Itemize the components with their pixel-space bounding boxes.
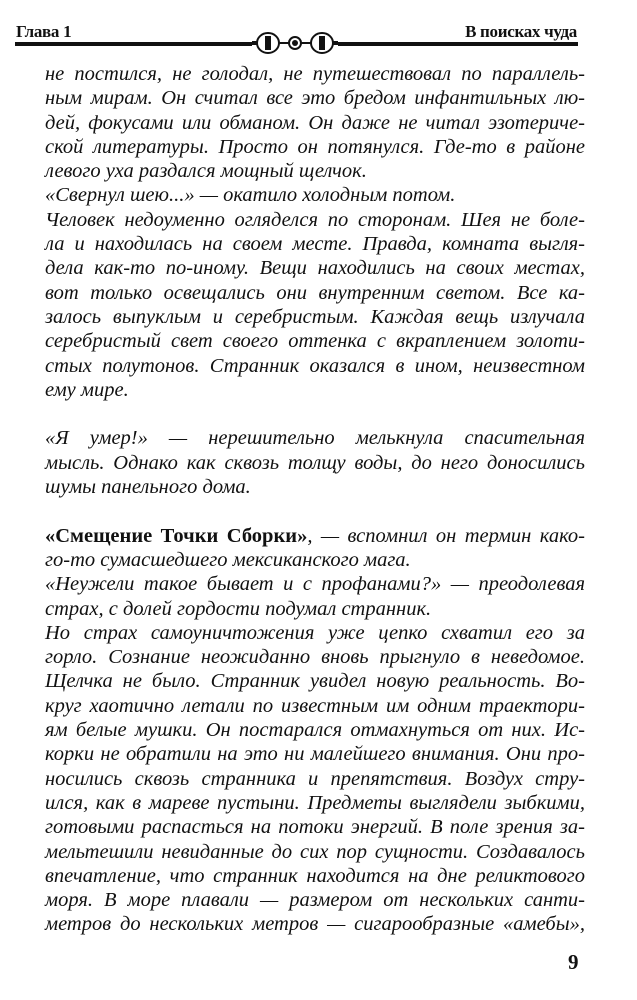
chapter-label: Глава 1	[16, 22, 72, 41]
text-line	[45, 694, 585, 718]
text-line	[45, 232, 585, 256]
text-line	[45, 791, 585, 815]
line-text: Человек недоуменно огляделся по сторонам. Шея не боле-	[45, 208, 585, 231]
text-line	[45, 597, 585, 621]
line-text: мельтешили невиданные до сих пор сущности. Создавалось	[45, 840, 585, 863]
text-line	[45, 183, 585, 207]
line-text: ям белые мушки. Он постарался отмахнуться от них. Ис-	[45, 719, 585, 742]
line-text: Щелчка не было. Странник увидел новую реальность. Во-	[45, 670, 585, 693]
line-text: метров до нескольких метров — сигарообразные «амебы»,	[45, 913, 585, 936]
text-line	[45, 426, 585, 450]
text-line	[45, 572, 585, 596]
text-line	[45, 524, 585, 548]
ornament-icon	[252, 30, 338, 56]
text-line	[45, 621, 585, 645]
text-line	[45, 645, 585, 669]
paragraph	[45, 62, 585, 183]
line-text: горло. Сознание неожиданно вновь прыгнуло в неведомое.	[45, 646, 585, 669]
text-line	[45, 475, 585, 499]
text-line	[45, 354, 585, 378]
page-body-text	[45, 62, 585, 937]
line-text: страх, с долей гордости подумал странник.	[45, 597, 432, 620]
text-line	[45, 378, 585, 402]
line-text: носились сквозь странника и препятствия. Воздух стру-	[45, 767, 585, 790]
line-text: серебристый свет своего оттенка с вкраплением золоти-	[45, 330, 585, 353]
line-text: моря. В море плавали — размером от нескольких санти-	[45, 889, 585, 912]
line-text: корки не обратили на это ни малейшего внимания. Они про-	[45, 743, 585, 766]
bold-term: «Смещение Точки Сборки»	[45, 524, 308, 547]
text-line	[45, 864, 585, 888]
text-line	[45, 912, 585, 936]
text-line	[45, 305, 585, 329]
text-line	[45, 840, 585, 864]
blank-line	[45, 499, 585, 523]
line-text: мысль. Однако как сквозь толщу воды, до него доносились	[45, 451, 585, 474]
text-line	[45, 742, 585, 766]
line-text: «Свернул шею...» — окатило холодным потом.	[45, 184, 456, 207]
text-line	[45, 62, 585, 86]
line-text: , — вспомнил он термин како-	[307, 524, 585, 547]
line-text: готовыми распасться на потоки энергий. В поле зрения за-	[45, 816, 585, 839]
paragraph	[45, 208, 585, 402]
text-line	[45, 256, 585, 280]
page-number: 9	[568, 950, 579, 974]
text-line	[45, 329, 585, 353]
running-title: В поисках чуда	[465, 22, 577, 41]
line-text: ным мирам. Он считал все это бредом инфантильных лю-	[45, 87, 585, 110]
text-line	[45, 451, 585, 475]
text-line	[45, 548, 585, 572]
line-text: дела как-то по-иному. Вещи находились на своих местах,	[45, 257, 585, 280]
line-text: дей, фокусами или обманом. Он даже не читал эзотериче-	[45, 111, 585, 134]
line-text: го-то сумасшедшего мексиканского мага.	[45, 548, 411, 571]
text-line	[45, 86, 585, 110]
text-line	[45, 111, 585, 135]
text-line	[45, 767, 585, 791]
line-text: Но страх самоуничтожения уже цепко схватил его за	[45, 621, 585, 644]
text-line	[45, 208, 585, 232]
line-text: «Я умер!» — нерешительно мелькнула спасительная	[45, 427, 585, 450]
paragraph	[45, 621, 585, 937]
header-rule-left	[15, 42, 252, 46]
line-text: ился, как в мареве пустыни. Предметы выглядели зыбкими,	[45, 791, 585, 814]
line-text: шумы панельного дома.	[45, 476, 251, 499]
text-line	[45, 888, 585, 912]
line-text: ской литературы. Просто он потянулся. Где-то в районе	[45, 135, 585, 158]
paragraph	[45, 524, 585, 573]
text-line	[45, 159, 585, 183]
paragraph	[45, 426, 585, 499]
text-line	[45, 669, 585, 693]
text-line	[45, 281, 585, 305]
text-line	[45, 718, 585, 742]
line-text: «Неужели такое бывает и с профанами?» — преодолевая	[45, 573, 585, 596]
paragraph	[45, 572, 585, 621]
blank-line	[45, 402, 585, 426]
line-text: впечатление, что странник находится на дне реликтового	[45, 864, 585, 887]
text-line	[45, 135, 585, 159]
paragraph	[45, 183, 585, 207]
line-text: ему мире.	[45, 378, 129, 401]
line-text: стых полутонов. Странник оказался в ином, неизвестном	[45, 354, 585, 377]
line-text: ла и находилась на своем месте. Правда, комната выгля-	[45, 233, 585, 256]
line-text: левого уха раздался мощный щелчок.	[45, 160, 367, 183]
text-line	[45, 815, 585, 839]
line-text: круг хаотично летали по известным им одним траектори-	[45, 694, 585, 717]
line-text: вот только освещались они внутренним светом. Все ка-	[45, 281, 585, 304]
line-text: не постился, не голодал, не путешествовал по параллель-	[45, 63, 585, 85]
line-text: залось выпуклым и серебристым. Каждая вещь излучала	[45, 305, 585, 328]
header-rule-right	[338, 42, 578, 46]
